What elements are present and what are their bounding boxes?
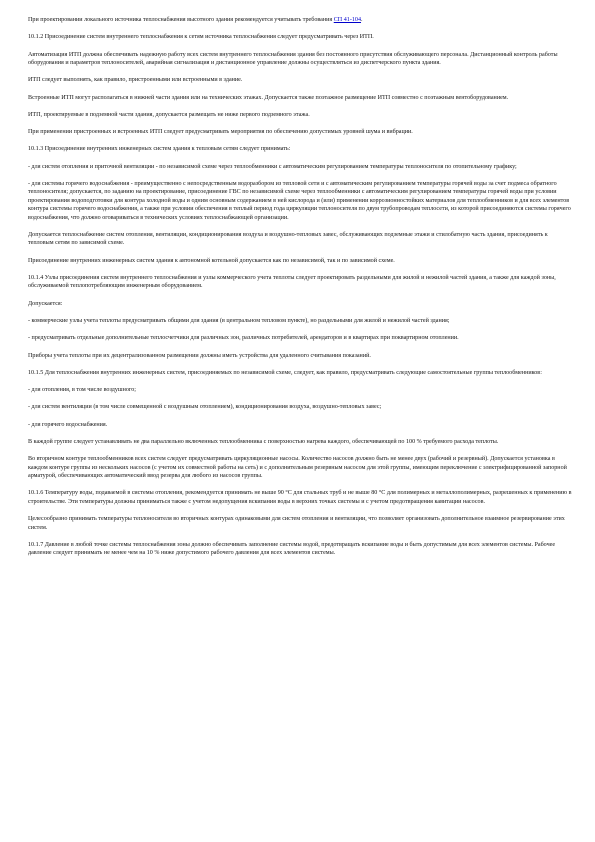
document-page bbox=[28, 16, 573, 567]
text-paragraph: Допускается теплоснабжение систем отопления, вентиляции, кондиционирования воздуха и воздушно-тепловых завес, обслуживающих подземные этажи и стилобатную часть здания, присоединять к тепловым сетям по зависимой схеме. bbox=[28, 232, 548, 247]
intro-paragraph bbox=[28, 16, 573, 24]
text-paragraph: 10.1.5 Для теплоснабжения внутренних инженерных систем, присоединяемых по независимой схеме, следует, как правило, предусматривать следующие самостоятельные группы теплообменников: bbox=[28, 369, 542, 376]
standard-link[interactable]: СП 41-104 bbox=[333, 17, 361, 23]
text-paragraph: При применении пристроенных и встроенных ИТП следует предусматривать мероприятия по обеспечению допустимых уровней шума и вибрации. bbox=[28, 129, 413, 136]
text-paragraph: Приборы учета теплоты при их децентрализованном размещении должны иметь устройства для удаленного считывания показаний. bbox=[28, 352, 371, 359]
text-paragraph: 10.1.4 Узлы присоединения систем внутреннего теплоснабжения и узлы коммерческого учета теплоты следует проектировать раздельными для жилой и нежилой частей здания, а также для каждой зоны, обслуживаемой теплопотребляющим инженерным оборудованием. bbox=[28, 275, 556, 290]
text-paragraph: - для систем вентиляции (в том числе совмещенной с воздушным отоплением), кондиционирования воздуха, воздушно-тепловых завес; bbox=[28, 404, 382, 411]
text-paragraph: В каждой группе следует устанавливать не два параллельно включенных теплообменника с поверхностью нагрева каждого, обеспечивающей по 100 % требуемого расхода теплоты. bbox=[28, 439, 499, 446]
text-paragraph: Во вторичном контуре теплообменников всех систем следует предусматривать циркуляционные насосы. Количество насосов должно быть не менее двух (рабочий и резервный). Допускается установка в каждом контуре группы из нескольких насосов (с учетом их совместной работы на сеть) и с дополнительным резервным насосом для этой группы, имеющим переключение с электрифицированной запорной арматурой, обеспечивающих автоматический ввод резерва для любого из насосов группы. bbox=[28, 456, 567, 480]
intro-text: При проектировании локального источника теплоснабжения высотного здания рекомендуется учитывать требования bbox=[28, 17, 334, 23]
text-paragraph: Встроенные ИТП могут располагаться в нижней части здания или на технических этажах. Допускается также поэтажное размещение ИТП совместно с поэтажным вентоборудованием. bbox=[28, 94, 509, 101]
text-paragraph: - предусматривать отдельные дополнительные теплосчетчики для различных зон, различных потребителей, арендаторов и в квартирах при поквартирном отоплении. bbox=[28, 335, 459, 342]
text-paragraph: 10.1.6 Температуру воды, подаваемой в системы отопления, рекомендуется принимать не выше 90 °С для стальных труб и не выше 80 °С для полимерных и металлополимерных, разрешенных к применению в строительстве. Эти температуры должны приниматься также с учетом недопущения вскипания воды в верхних точках системы и с учетом предотвращения кавитации насосов. bbox=[28, 490, 572, 505]
paragraphs bbox=[28, 33, 573, 557]
text-paragraph: 10.1.7 Давление в любой точке системы теплоснабжения зоны должно обеспечивать заполнение системы водой, предотвращать вскипание воды и быть допустимым для всех элементов системы. Рабочее давление следует принимать не менее чем на 10 % ниже допустимого рабочего давления для всех элементов системы. bbox=[28, 541, 556, 557]
text-paragraph: Присоединение внутренних инженерных систем здания к автономной котельной допускается как по независимой, так и по зависимой схеме. bbox=[28, 257, 395, 264]
text-paragraph: - для отопления, в том числе воздушного; bbox=[28, 387, 137, 394]
text-paragraph: 10.1.2 Присоединение систем внутреннего теплоснабжения к сетям источника теплоснабжения следует предусматривать через ИТП. bbox=[28, 34, 374, 41]
text-paragraph: - для систем отопления и приточной вентиляции - по независимой схеме через теплообменники с автоматическим регулированием температуры теплоносителя по отопительному графику; bbox=[28, 163, 517, 170]
intro-suffix: . bbox=[361, 17, 363, 23]
text-paragraph: ИТП, проектируемые в подземной части здания, допускается размещать не ниже первого подземного этажа. bbox=[28, 111, 310, 118]
text-paragraph: - для горячего водоснабжения. bbox=[28, 421, 108, 428]
text-paragraph: ИТП следует выполнять, как правило, пристроенными или встроенными в здание. bbox=[28, 77, 243, 84]
text-paragraph: - для системы горячего водоснабжения - преимущественно с непосредственным водоразбором из тепловой сети и с автоматическим регулированием температуры горячей воды за счет подмеса обратного теплоносителя; допускается, по заданию на проектирование, присоединение ГВС по независимой схеме через теплообменники с автоматическим регулированием температуры горячей воды при условии проектирования водоподготовки для контура холодной воды и одним основным содержанием в ней кислорода и (или) применении коррозионностойких материалов для теплообменников и для всех элементов контура системы горячего водоснабжения, а также при условии обеспечения в теплый период года циркуляции теплоносителя по двум трубопроводам теплосети, из которой присоединяются системы горячего водоснабжения, что должно оговариваться в технических условиях теплоснабжающей организации. bbox=[28, 181, 571, 221]
text-paragraph: 10.1.3 Присоединение внутренних инженерных систем здания к тепловым сетям следует принимать: bbox=[28, 146, 291, 153]
text-paragraph: Целесообразно принимать температуры теплоносителя во вторичных контурах одинаковыми для систем отопления и вентиляции, что позволяет организовать дополнительное взаимное резервирование этих систем. bbox=[28, 516, 565, 531]
text-paragraph: - коммерческие узлы учета теплоты предусматривать общими для здания (в центральном тепловом пункте), но раздельными для жилой и нежилой частей здания; bbox=[28, 318, 450, 324]
text-paragraph: Допускается: bbox=[28, 300, 63, 307]
text-paragraph: Автоматизация ИТП должна обеспечивать надежную работу всех систем внутреннего теплоснабжения здания без постоянного присутствия обслуживающего персонала. Дистанционный контроль работы оборудования и параметров теплоносителей, аварийная сигнализация и дистанционное управление должны осуществляться из диспетчерского пункта здания. bbox=[28, 51, 558, 66]
